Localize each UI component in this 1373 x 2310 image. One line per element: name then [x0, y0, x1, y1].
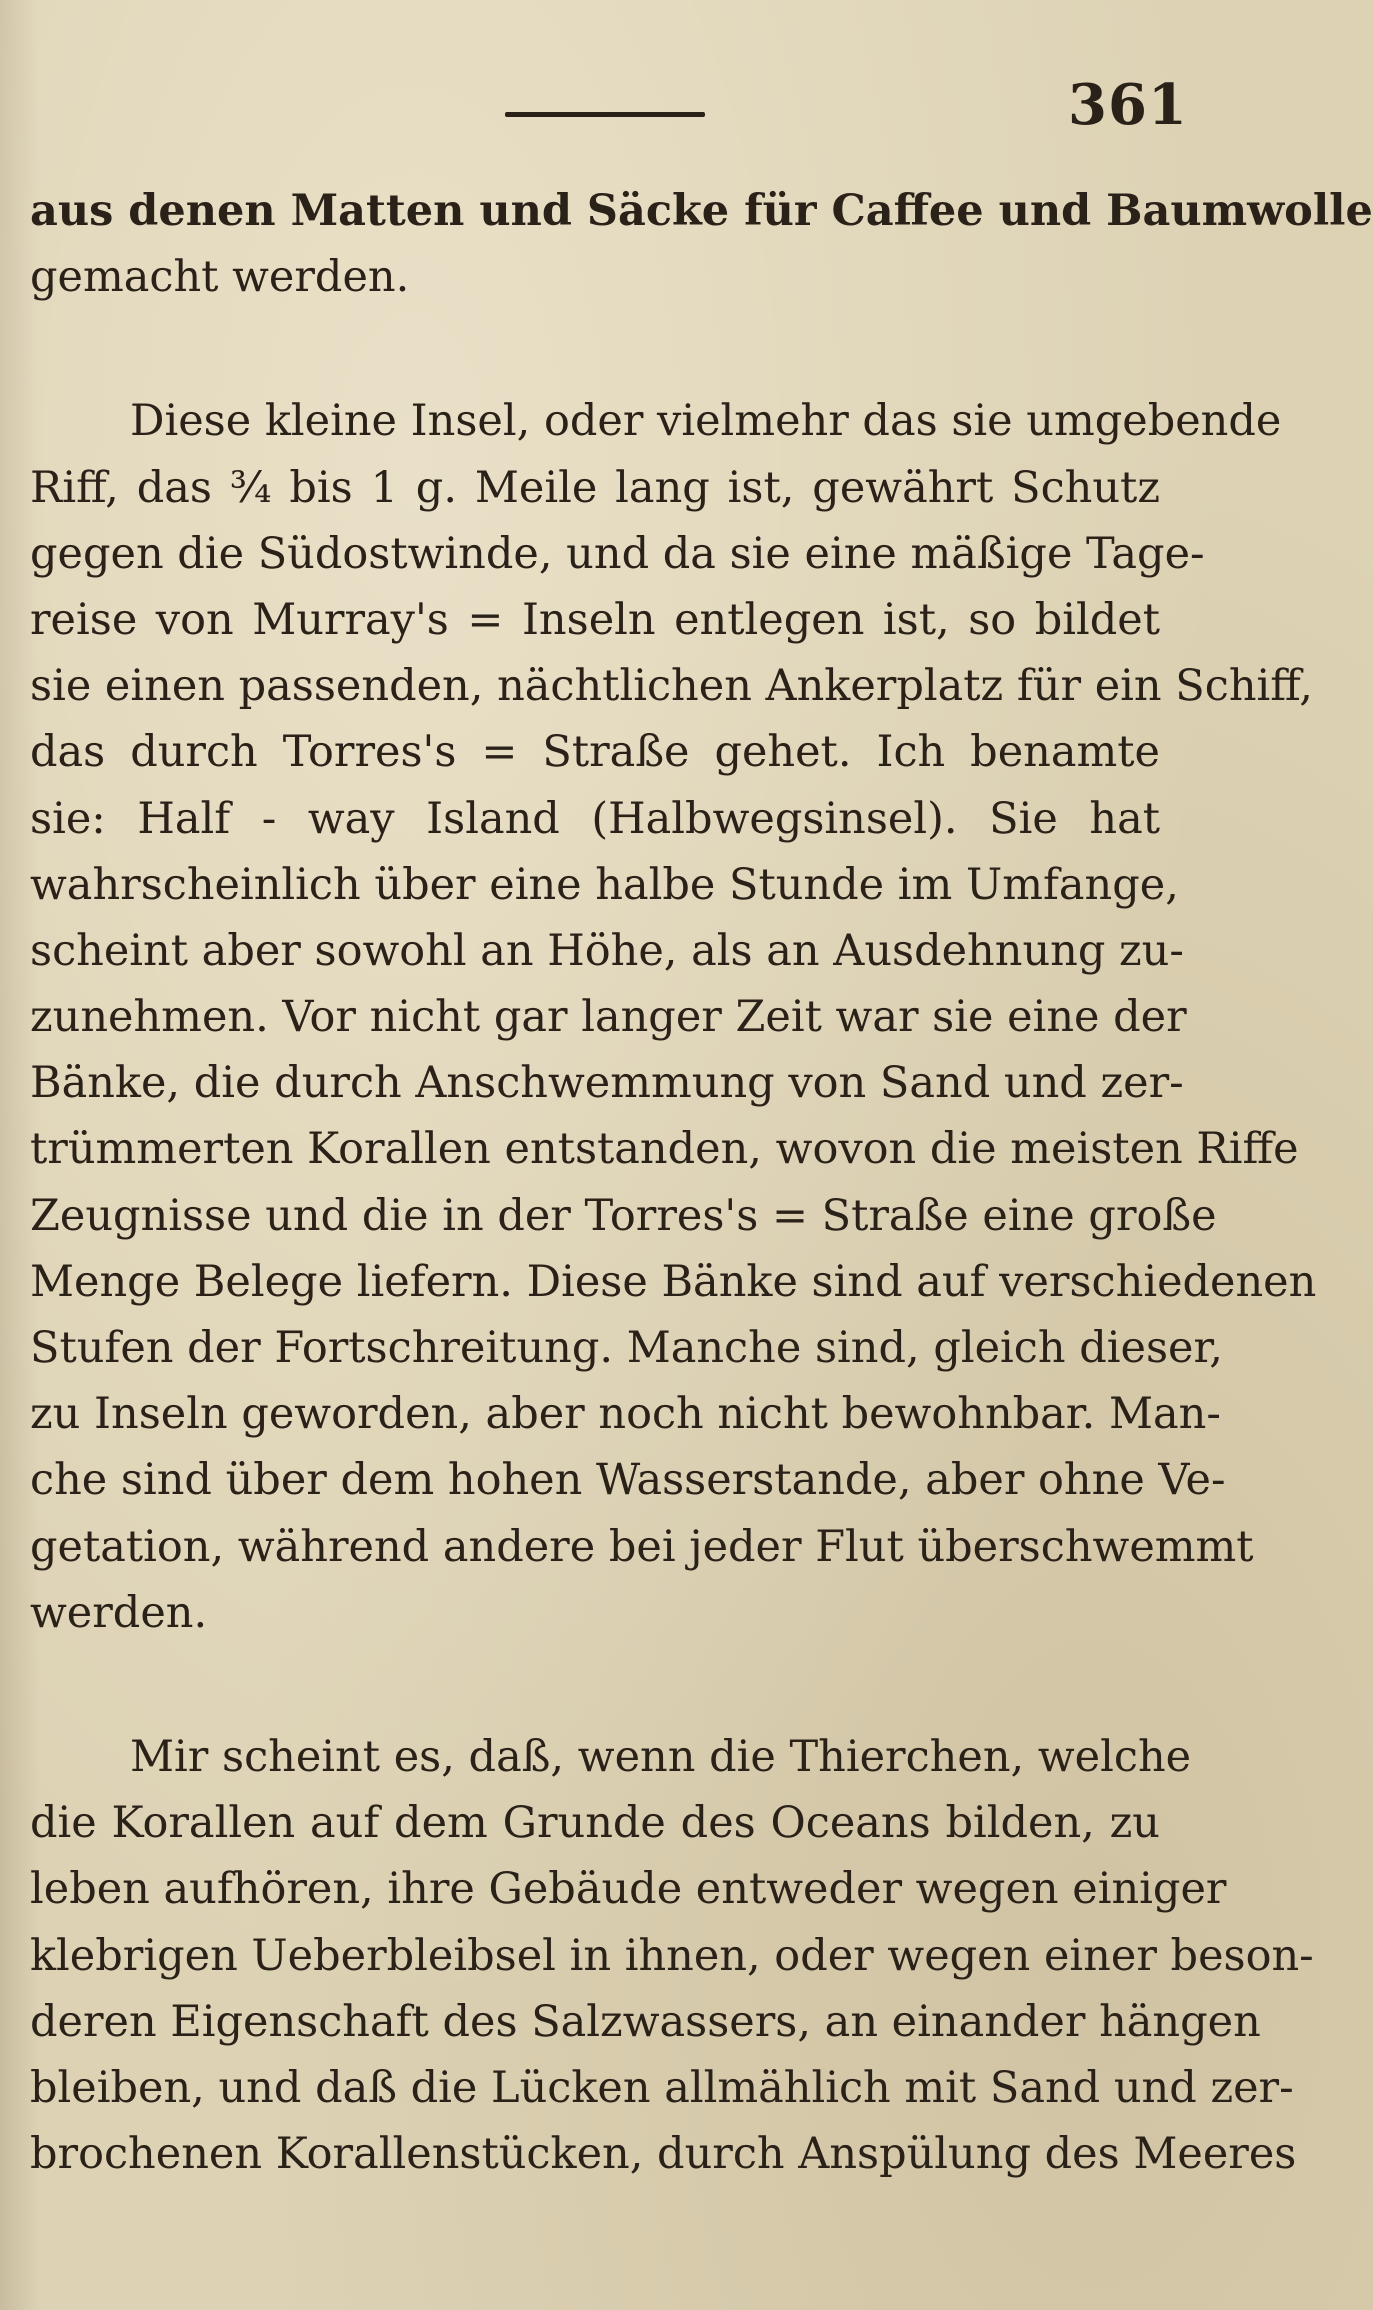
text-line: gegen die Südostwinde, und da sie eine mäßige Tage-	[30, 528, 1205, 579]
text-line: trümmerten Korallen entstanden, wovon die meisten Riffe	[30, 1124, 1299, 1175]
text-line: Bänke, die durch Anschwemmung von Sand und zer-	[30, 1058, 1184, 1109]
paragraph	[30, 388, 1317, 1646]
header-rule	[505, 112, 705, 117]
text-line: getation, während andere bei jeder Flut überschwemmt	[30, 1521, 1254, 1572]
text-line: Mir scheint es, daß, wenn die Thierchen, welche	[130, 1731, 1192, 1782]
text-line: klebrigen Ueberbleibsel in ihnen, oder wegen einer beson-	[30, 1930, 1314, 1981]
text-line: che sind über dem hohen Wasserstande, aber ohne Ve-	[30, 1455, 1226, 1506]
text-line: sie einen passenden, nächtlichen Ankerplatz für ein Schiff,	[30, 661, 1313, 712]
text-line: Menge Belege liefern. Diese Bänke sind auf verschiedenen	[30, 1256, 1317, 1307]
text-line: das durch Torres's = Straße gehet. Ich benamte	[30, 727, 1160, 778]
text-line: bleiben, und daß die Lücken allmählich mit Sand und zer-	[30, 2062, 1294, 2113]
text-line: Riff, das ¾ bis 1 g. Meile lang ist, gewährt Schutz	[30, 462, 1160, 513]
text-line: aus denen Matten und Säcke für Caffee und Baumwolle	[30, 186, 1373, 236]
text-line: sie: Half - way Island (Halbwegsinsel). Sie hat	[30, 793, 1160, 844]
text-line: deren Eigenschaft des Salzwassers, an einander hängen	[30, 1996, 1261, 2047]
paragraph	[30, 1724, 1314, 2187]
text-line: die Korallen auf dem Grunde des Oceans bilden, zu	[30, 1798, 1160, 1849]
page-number: 361	[1068, 72, 1188, 138]
text-line: zunehmen. Vor nicht gar langer Zeit war sie eine der	[30, 992, 1187, 1043]
text-line: brochenen Korallenstücken, durch Anspülung des Meeres	[30, 2129, 1297, 2180]
body-text	[30, 178, 1373, 2187]
paragraph	[30, 178, 1373, 310]
text-line: reise von Murray's = Inseln entlegen ist, so bildet	[30, 594, 1160, 645]
text-line: gemacht werden.	[30, 252, 410, 303]
text-line: Stufen der Fortschreitung. Manche sind, gleich dieser,	[30, 1323, 1223, 1373]
text-line: wahrscheinlich über eine halbe Stunde im Umfange,	[30, 859, 1179, 910]
text-line: Diese kleine Insel, oder vielmehr das sie umgebende	[130, 396, 1282, 447]
text-line: leben aufhören, ihre Gebäude entweder wegen einiger	[30, 1864, 1227, 1915]
paragraph-gap	[30, 310, 1160, 388]
text-line: scheint aber sowohl an Höhe, als an Ausdehnung zu-	[30, 925, 1184, 976]
text-line: werden.	[30, 1587, 208, 1638]
text-line: zu Inseln geworden, aber noch nicht bewohnbar. Man-	[30, 1389, 1221, 1440]
text-line: Zeugnisse und die in der Torres's = Straße eine große	[30, 1190, 1217, 1241]
paragraph-gap	[30, 1646, 1160, 1724]
